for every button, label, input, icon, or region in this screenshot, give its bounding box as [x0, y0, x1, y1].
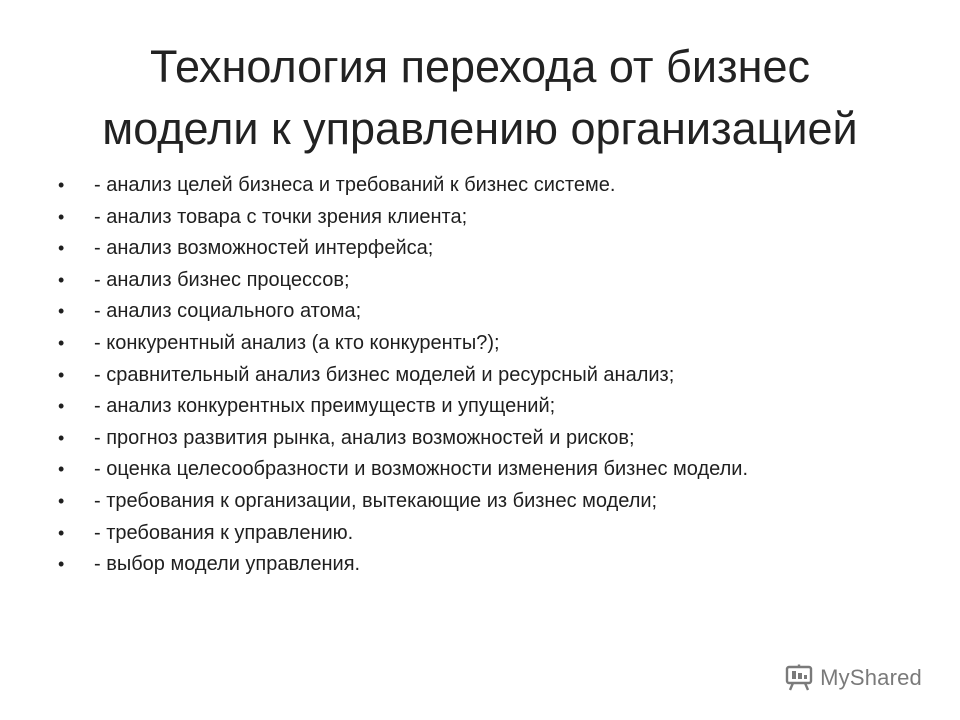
- bullet-dot: •: [58, 364, 65, 385]
- bullet-dot: •: [58, 427, 65, 448]
- bullet-text: - выбор модели управления.: [94, 553, 361, 576]
- bullet-dot: •: [58, 238, 65, 259]
- bullet-text: - анализ конкурентных преимуществ и упущений;: [94, 395, 556, 418]
- bullet-dot: •: [58, 332, 65, 353]
- bullet-item: [58, 518, 938, 550]
- bullet-item: [58, 328, 938, 360]
- bullet-item: [58, 233, 938, 265]
- bullet-list: [58, 170, 938, 581]
- bullet-text: - анализ целей бизнеса и требований к бизнес системе.: [94, 174, 616, 196]
- bullet-dot: •: [58, 490, 65, 511]
- bullet-text: - анализ товара с точки зрения клиента;: [94, 205, 468, 228]
- bullet-dot: •: [58, 269, 65, 290]
- slide-title-line-1: Технология перехода от бизнес: [150, 41, 810, 92]
- bullet-dot: •: [58, 554, 65, 575]
- slide-title-line-2: модели к управлению организацией: [102, 103, 858, 154]
- bullet-item: [58, 202, 938, 234]
- presentation-board-icon: [784, 664, 814, 692]
- bullet-text: - сравнительный анализ бизнес моделей и ресурсный анализ;: [94, 363, 675, 386]
- bullet-item: [58, 423, 938, 455]
- bullet-text: - анализ бизнес процессов;: [94, 268, 350, 291]
- bullet-text: - анализ возможностей интерфейса;: [94, 237, 434, 260]
- bullet-text: - прогноз развития рынка, анализ возможностей и рисков;: [94, 426, 635, 449]
- bullet-text: - анализ социального атома;: [94, 300, 362, 323]
- bullet-dot: •: [58, 396, 65, 417]
- watermark-text: MyShared: [820, 665, 922, 690]
- bullet-item: [58, 454, 938, 486]
- bullet-item: [58, 296, 938, 328]
- bullet-item: [58, 549, 938, 581]
- bullet-dot: •: [58, 301, 65, 322]
- bullet-item: [58, 265, 938, 297]
- bullet-dot: •: [58, 206, 65, 227]
- bullet-text: - оценка целесообразности и возможности изменения бизнес модели.: [94, 458, 749, 481]
- bullet-text: - конкурентный анализ (а кто конкуренты?);: [94, 331, 500, 354]
- watermark: [784, 664, 922, 692]
- bullet-dot: •: [58, 459, 65, 480]
- slide-title: [40, 36, 920, 160]
- bullet-dot: •: [58, 175, 65, 195]
- bullet-item: [58, 486, 938, 518]
- bullet-item: [58, 391, 938, 423]
- bullet-text: - требования к организации, вытекающие из бизнес модели;: [94, 489, 658, 512]
- bullet-dot: •: [58, 522, 65, 543]
- bullet-item: [58, 170, 938, 202]
- bullet-item: [58, 360, 938, 392]
- bullet-text: - требования к управлению.: [94, 521, 354, 544]
